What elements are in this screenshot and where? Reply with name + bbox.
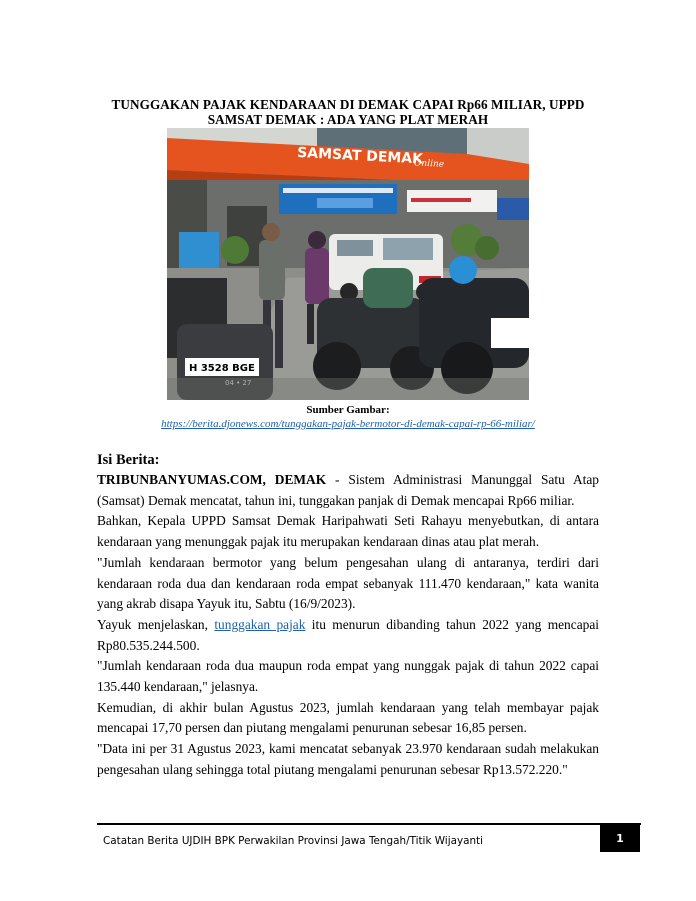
license-plate-sub: 04 • 27 — [225, 379, 252, 387]
page-number: 1 — [600, 824, 640, 852]
paragraph-6: Kemudian, di akhir bulan Agustus 2023, jumlah kendaraan yang telah membayar pajak mencapai 17,70 persen dan piutang mengalami penurunan sebesar 16,85 persen. — [97, 699, 599, 736]
paragraph-4-start: Yayuk menjelaskan, — [97, 616, 215, 632]
article-title — [80, 97, 616, 127]
paragraph-4 — [97, 615, 599, 656]
paragraph-1-text: - Sistem Administrasi Manunggal Satu Atap (Samsat) Demak mencatat, tahun ini, tunggakan panjak di Demak mencapai Rp66 miliar. — [97, 472, 599, 508]
paragraph-5: "Jumlah kendaraan roda dua maupun roda empat yang nunggak pajak di tahun 2022 capai 135.440 kendaraan," jelasnya. — [97, 658, 599, 695]
license-plate: H 3528 BGE — [189, 363, 255, 374]
title-line-1: TUNGGAKAN PAJAK KENDARAAN DI DEMAK CAPAI Rp66 MILIAR, UPPD — [111, 97, 585, 112]
image-source-label: Sumber Gambar: — [306, 404, 390, 416]
dateline: TRIBUNBANYUMAS.COM, DEMAK — [97, 472, 327, 487]
title-line-2: SAMSAT DEMAK : ADA YANG PLAT MERAH — [207, 112, 489, 127]
paragraph-1 — [97, 470, 599, 511]
paragraph-3: "Jumlah kendaraan bermotor yang belum pengesahan ulang di antaranya, terdiri dari kendaraan roda dua dan kendaraan roda empat sebanyak 111.470 kendaraan," kata wanita yang akrab disapa Yayuk itu, Sabtu (16/9/2023). — [97, 554, 599, 612]
tunggakan-pajak-link[interactable]: tunggakan pajak — [214, 616, 306, 632]
paragraph-7: "Data ini per 31 Agustus 2023, kami mencatat sebanyak 23.970 kendaraan sudah melakukan pengesahan ulang sehingga total piutang mengalami penurunan sebesar Rp13.572.220." — [97, 741, 599, 777]
footer-divider — [97, 823, 641, 825]
samsat-sign: SAMSAT DEMAK — [296, 144, 424, 168]
paragraph-4-end: itu menurun dibanding tahun 2022 yang mencapai Rp80.535.244.500. — [97, 616, 599, 653]
paragraph-2: Bahkan, Kepala UPPD Samsat Demak Haripahwati Seti Rahayu menyebutkan, di antara kendaraan yang menunggak pajak itu merupakan kendaraan dinas atau plat merah. — [97, 513, 599, 550]
samsat-sign-script: Online — [413, 158, 445, 170]
content-heading: Isi Berita: — [97, 452, 160, 468]
article-body — [97, 470, 599, 781]
image-source-link[interactable]: https://berita.djonews.com/tunggakan-pajak-bermotor-di-demak-capai-rp-66-miliar/ — [161, 418, 535, 430]
footer-text: Catatan Berita UJDIH BPK Perwakilan Provinsi Jawa Tengah/Titik Wijayanti — [103, 835, 484, 847]
news-photo — [167, 128, 529, 400]
